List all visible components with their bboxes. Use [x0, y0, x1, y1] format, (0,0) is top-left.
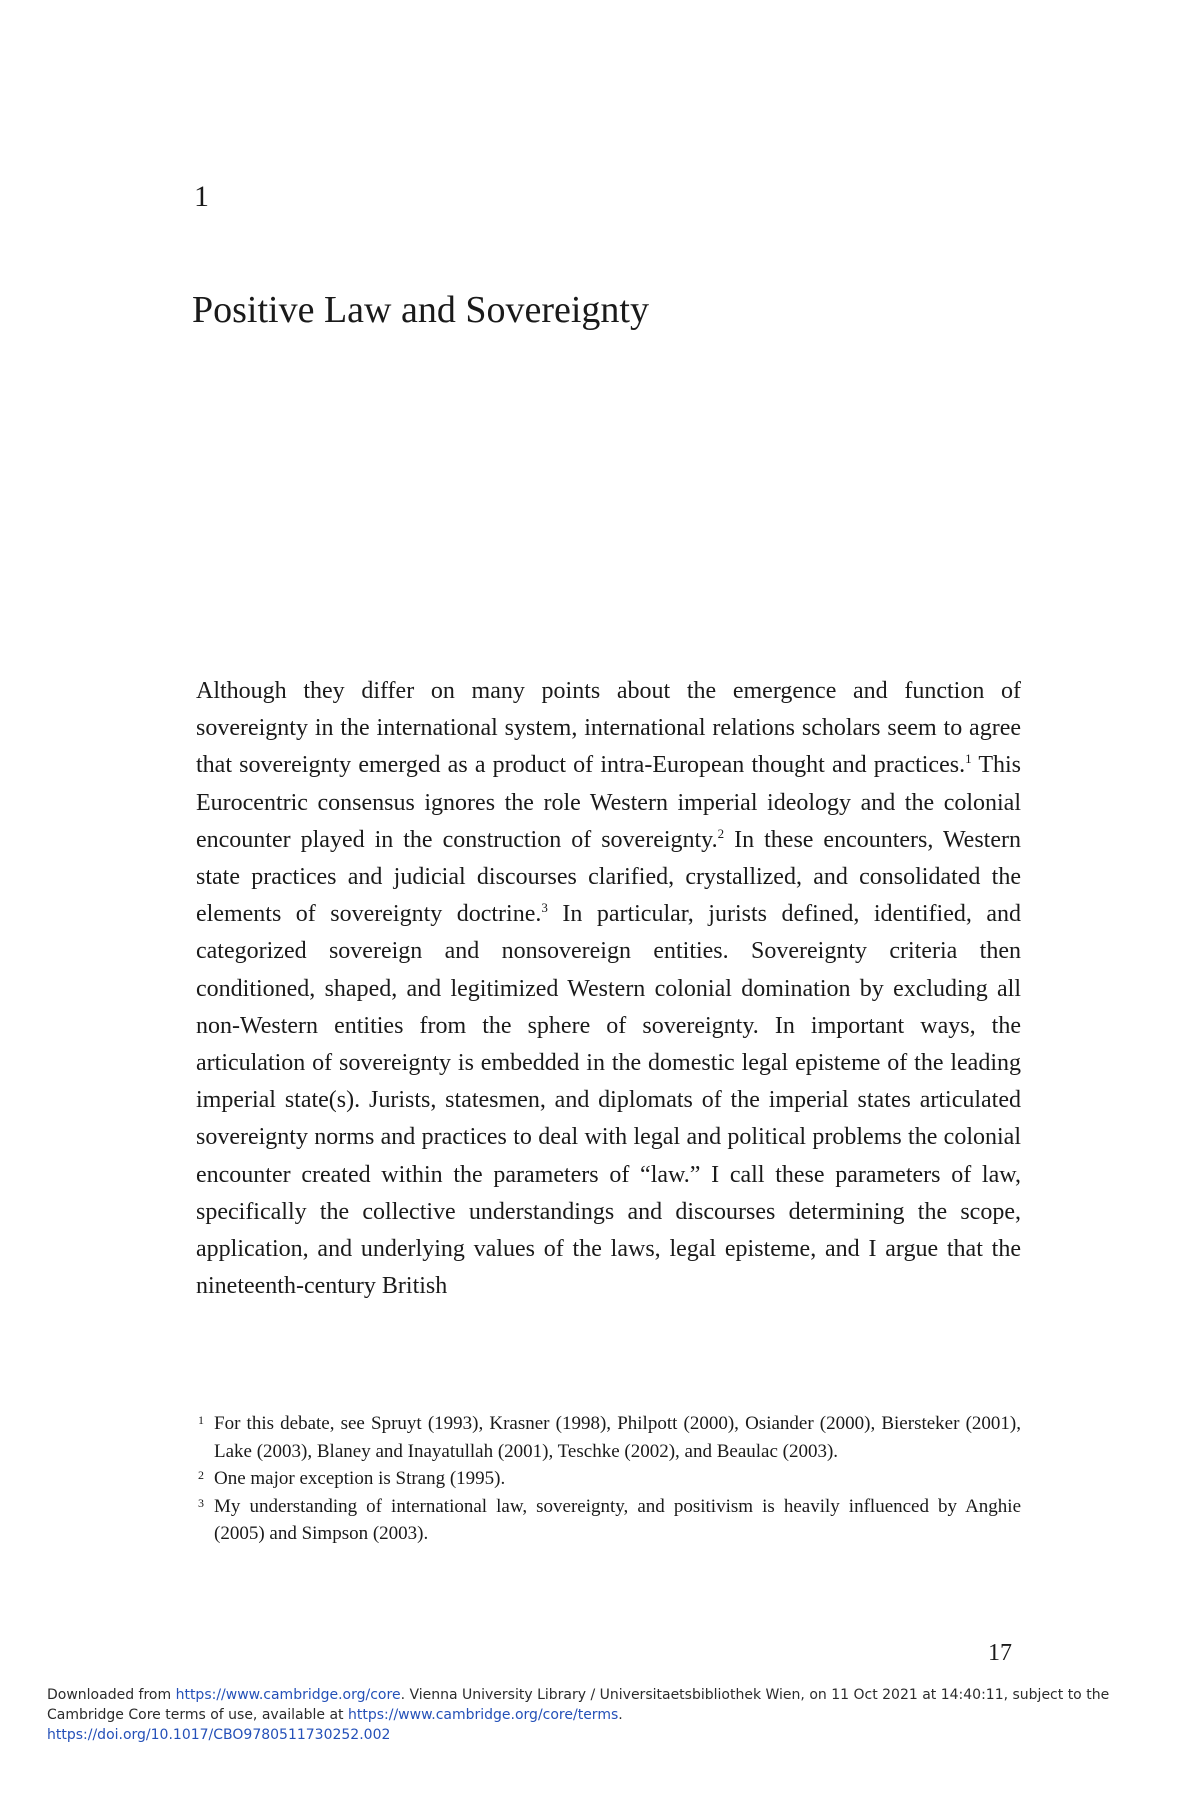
footnote-marker: 1 [198, 1413, 204, 1427]
footnote-1 [196, 1410, 1021, 1465]
body-text-segment: In particular, jurists defined, identified, and categorized sovereign and nonsovereign entities. Sovereignty criteria then conditioned, shaped, and legitimized Western colonial domination by excluding all non-Western entities from the sphere of sovereignty. In important ways, the articulation of sovereignty is embedded in the domestic legal episteme of the leading imperial state(s). Jurists, statesmen, and diplomats of the imperial states articulated sovereignty norms and practices to deal with legal and political problems the colonial encounter created within the parameters of “law.” I call these parameters of law, specifically the collective understandings and discourses determining the scope, application, and underlying values of the laws, legal episteme, and I argue that the nineteenth-century British [196, 901, 1021, 1300]
page-number: 17 [988, 1640, 1012, 1666]
doi-link[interactable]: https://doi.org/10.1017/CBO9780511730252.002 [47, 1727, 391, 1743]
download-prefix: Downloaded from [47, 1687, 176, 1703]
chapter-title: Positive Law and Sovereignty [192, 289, 649, 331]
footnote-ref-2[interactable]: 2 [717, 825, 725, 841]
download-notice [47, 1685, 1167, 1745]
footnote-3 [196, 1493, 1021, 1548]
cambridge-terms-link[interactable]: https://www.cambridge.org/core/terms [348, 1707, 619, 1723]
footnote-ref-1[interactable]: 1 [965, 751, 972, 767]
footnote-text: One major exception is Strang (1995). [214, 1468, 506, 1490]
body-text-segment: In these encounters, Western state practices and judicial discourses clarified, crystallized, and consolidated the elements of sovereignty doctrine. [196, 826, 1021, 928]
footnote-text: My understanding of international law, sovereignty, and positivism is heavily influenced by Anghie (2005) and Simpson (2003). [214, 1495, 1021, 1545]
download-suffix: . [618, 1707, 623, 1723]
download-middle-text: . Vienna University Library / Universitaetsbibliothek Wien, on 11 Oct 2021 at 14:40:11, subject to the Cambridge Core terms of use, available at [47, 1687, 1110, 1723]
footnote-ref-3[interactable]: 3 [541, 900, 548, 916]
footnote-marker: 2 [198, 1468, 204, 1483]
cambridge-core-link[interactable]: https://www.cambridge.org/core [175, 1687, 401, 1703]
chapter-number: 1 [194, 180, 210, 213]
body-text-segment: Although they differ on many points about the emergence and function of sovereignty in the international system, international relations scholars seem to agree that sovereignty emerged as a product of intra-European thought and practices. [196, 678, 1021, 779]
body-text-segment: This Eurocentric consensus ignores the role Western imperial ideology and the colonial encounter played in the construction of sovereignty. [196, 752, 1022, 853]
footnote-marker: 3 [198, 1495, 204, 1510]
body-paragraph [196, 673, 1021, 1305]
footnotes-list [196, 1410, 1021, 1548]
footnote-text: For this debate, see Spruyt (1993), Krasner (1998), Philpott (2000), Osiander (2000), Biersteker (2001), Lake (2003), Blaney and Inayatullah (2001), Teschke (2002), and Beaulac (2003). [214, 1413, 1021, 1462]
footnote-2 [196, 1465, 1021, 1493]
